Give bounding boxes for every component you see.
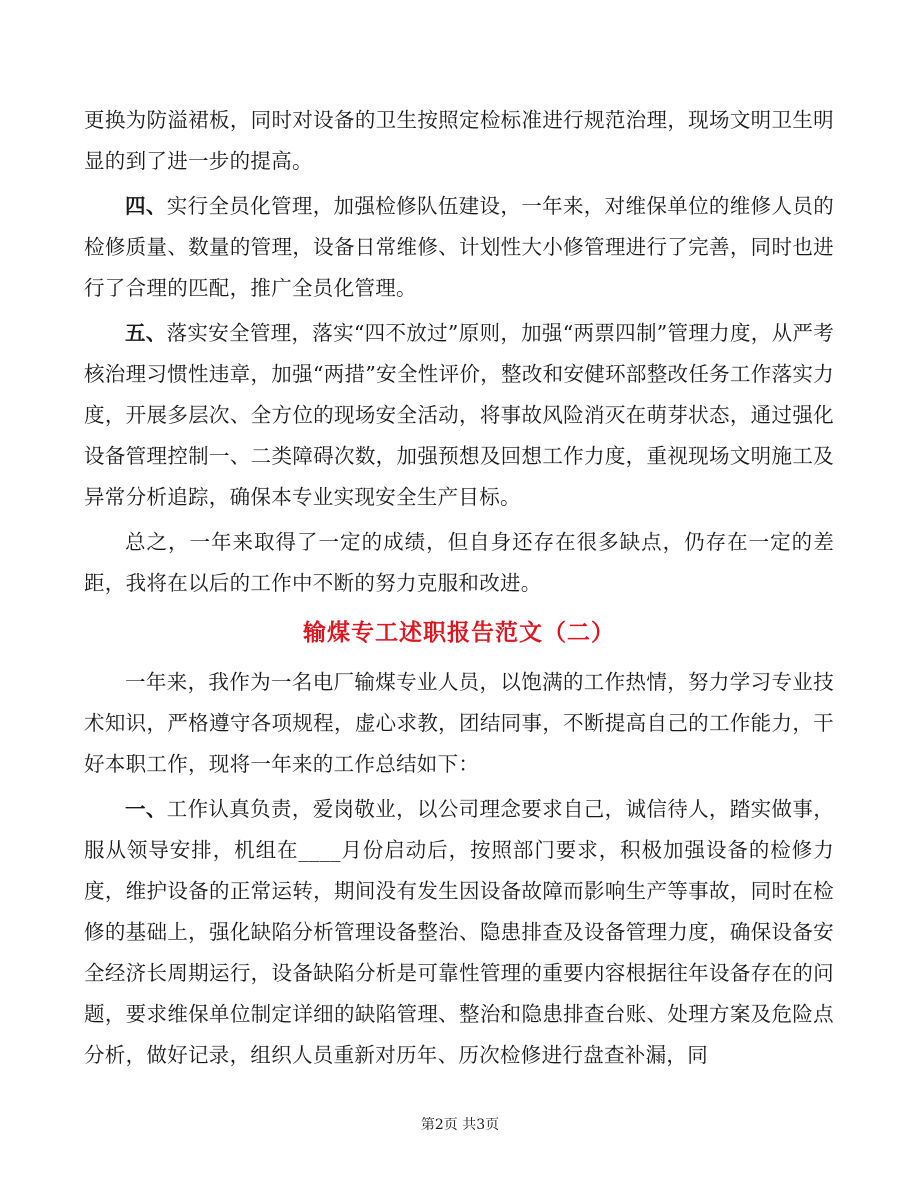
paragraph-text: 实行全员化管理，加强检修队伍建设，一年来，对维保单位的维修人员的检修质量、数量的管理，设备日常维修、计划性大小修管理进行了完善，同时也进行了合理的匹配，推广全员化管理。 xyxy=(84,194,834,300)
paragraph-text: 落实安全管理，落实“四不放过”原则，加强“两票四制”管理力度，从严考核治理习惯性违章，加强“两措”安全性评价，整改和安健环部整改任务工作落实力度，开展多层次、全方位的现场安全活动，将事故风险消灭在萌芽状态，通过强化设备管理控制一、二类障碍次数，加强预想及回想工作力度，重视现场文明施工及异常分析追踪，确保本专业实现安全生产目标。 xyxy=(84,321,834,509)
paragraph-text: 工作认真负责，爱岗敬业，以公司理念要求自己，诚信待人，踏实做事，服从领导安排，机组在____月份启动后，按照部门要求，积极加强设备的检修力度，维护设备的正常运转，期间没有发生因设备故障而影响生产等事故，同时在检修的基础上，强化缺陷分析管理设备整治、隐患排查及设备管理力度，确保设备安全经济长周期运行，设备缺陷分析是可靠性管理的重要内容根据往年设备存在的问题，要求维保单位制定详细的缺陷管理、整治和隐患排查台账、处理方案及危险点分析，做好记录，组织人员重新对历年、历次检修进行盘查补漏，同 xyxy=(84,797,834,1067)
paragraph-text: 更换为防溢裙板，同时对设备的卫生按照定检标准进行规范治理，现场文明卫生明显的到了进一步的提高。 xyxy=(84,108,834,173)
paragraph-conclusion xyxy=(84,522,834,604)
section-title: 输煤专工述职报告范文（二） xyxy=(303,619,615,646)
paragraph-continuation xyxy=(84,100,834,182)
paragraph-intro xyxy=(84,662,834,785)
paragraph-lead: 一、 xyxy=(125,797,167,821)
paragraph-item-five xyxy=(84,313,834,518)
paragraph-text: 总之，一年来取得了一定的成绩，但自身还存在很多缺点，仍存在一定的差距，我将在以后的工作中不断的努力克服和改进。 xyxy=(84,530,834,595)
paragraph-text: 一年来，我作为一名电厂输煤专业人员，以饱满的工作热情，努力学习专业技术知识，严格遵守各项规程，虚心求教，团结同事，不断提高自己的工作能力，干好本职工作，现将一年来的工作总结如下： xyxy=(84,670,834,776)
paragraph-item-one xyxy=(84,789,834,1076)
document-body xyxy=(84,100,834,1076)
page-footer: 第2页 共3页 xyxy=(420,1117,500,1133)
paragraph-lead: 五、 xyxy=(125,321,167,345)
paragraph-lead: 四、 xyxy=(125,194,167,218)
paragraph-item-four xyxy=(84,186,834,309)
